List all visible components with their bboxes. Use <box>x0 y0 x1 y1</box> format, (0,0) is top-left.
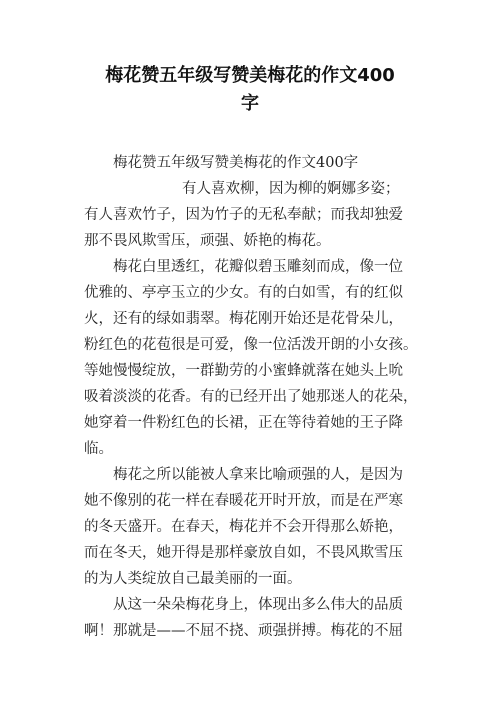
document-title <box>60 62 440 118</box>
text-line: 那不畏风欺雪压，顽强、娇艳的梅花。 <box>84 233 331 249</box>
text-line: 优雅的、亭亭玉立的少女。有的白如雪，有的红似 <box>84 285 403 301</box>
text-line: 等她慢慢绽放，一群勤劳的小蜜蜂就落在她头上吮 <box>84 363 403 379</box>
essay-body <box>84 150 430 644</box>
text-line: 的为人类绽放自己最美丽的一面。 <box>84 571 302 587</box>
title-line-1: 梅花赞五年级写赞美梅花的作文400 <box>105 65 395 86</box>
text-line: 临。 <box>84 441 113 457</box>
text-line: 啊！那就是——不屈不挠、顽强拼搏。梅花的不屈 <box>84 623 403 639</box>
text-line: 吸着淡淡的花香。有的已经开出了她那迷人的花朵， <box>84 389 418 405</box>
text-line: 梅花之所以能被人拿来比喻顽强的人，是因为 <box>113 467 403 483</box>
text-line: 而在冬天，她开得是那样豪放自如，不畏风欺雪压 <box>84 545 403 561</box>
text-line: 粉红色的花苞很是可爱，像一位活泼开朗的小女孩。 <box>84 337 418 353</box>
text-line: 有人喜欢柳，因为柳的婀娜多姿； <box>182 181 400 197</box>
text-line: 的冬天盛开。在春天，梅花并不会开得那么娇艳， <box>84 519 403 535</box>
text-line: 从这一朵朵梅花身上，体现出多么伟大的品质 <box>113 597 403 613</box>
text-line: 梅花赞五年级写赞美梅花的作文400字 <box>113 155 359 171</box>
text-line: 有人喜欢竹子，因为竹子的无私奉献；而我却独爱 <box>84 207 403 223</box>
title-line-2: 字 <box>241 93 259 114</box>
text-line: 她不像别的花一样在春暖花开时开放，而是在严寒 <box>84 493 403 509</box>
text-line: 她穿着一件粉红色的长裙，正在等待着她的王子降 <box>84 415 403 431</box>
text-line: 梅花白里透红，花瓣似碧玉雕刻而成，像一位 <box>113 259 403 275</box>
text-line: 火，还有的绿如翡翠。梅花刚开始还是花骨朵儿， <box>84 311 403 327</box>
